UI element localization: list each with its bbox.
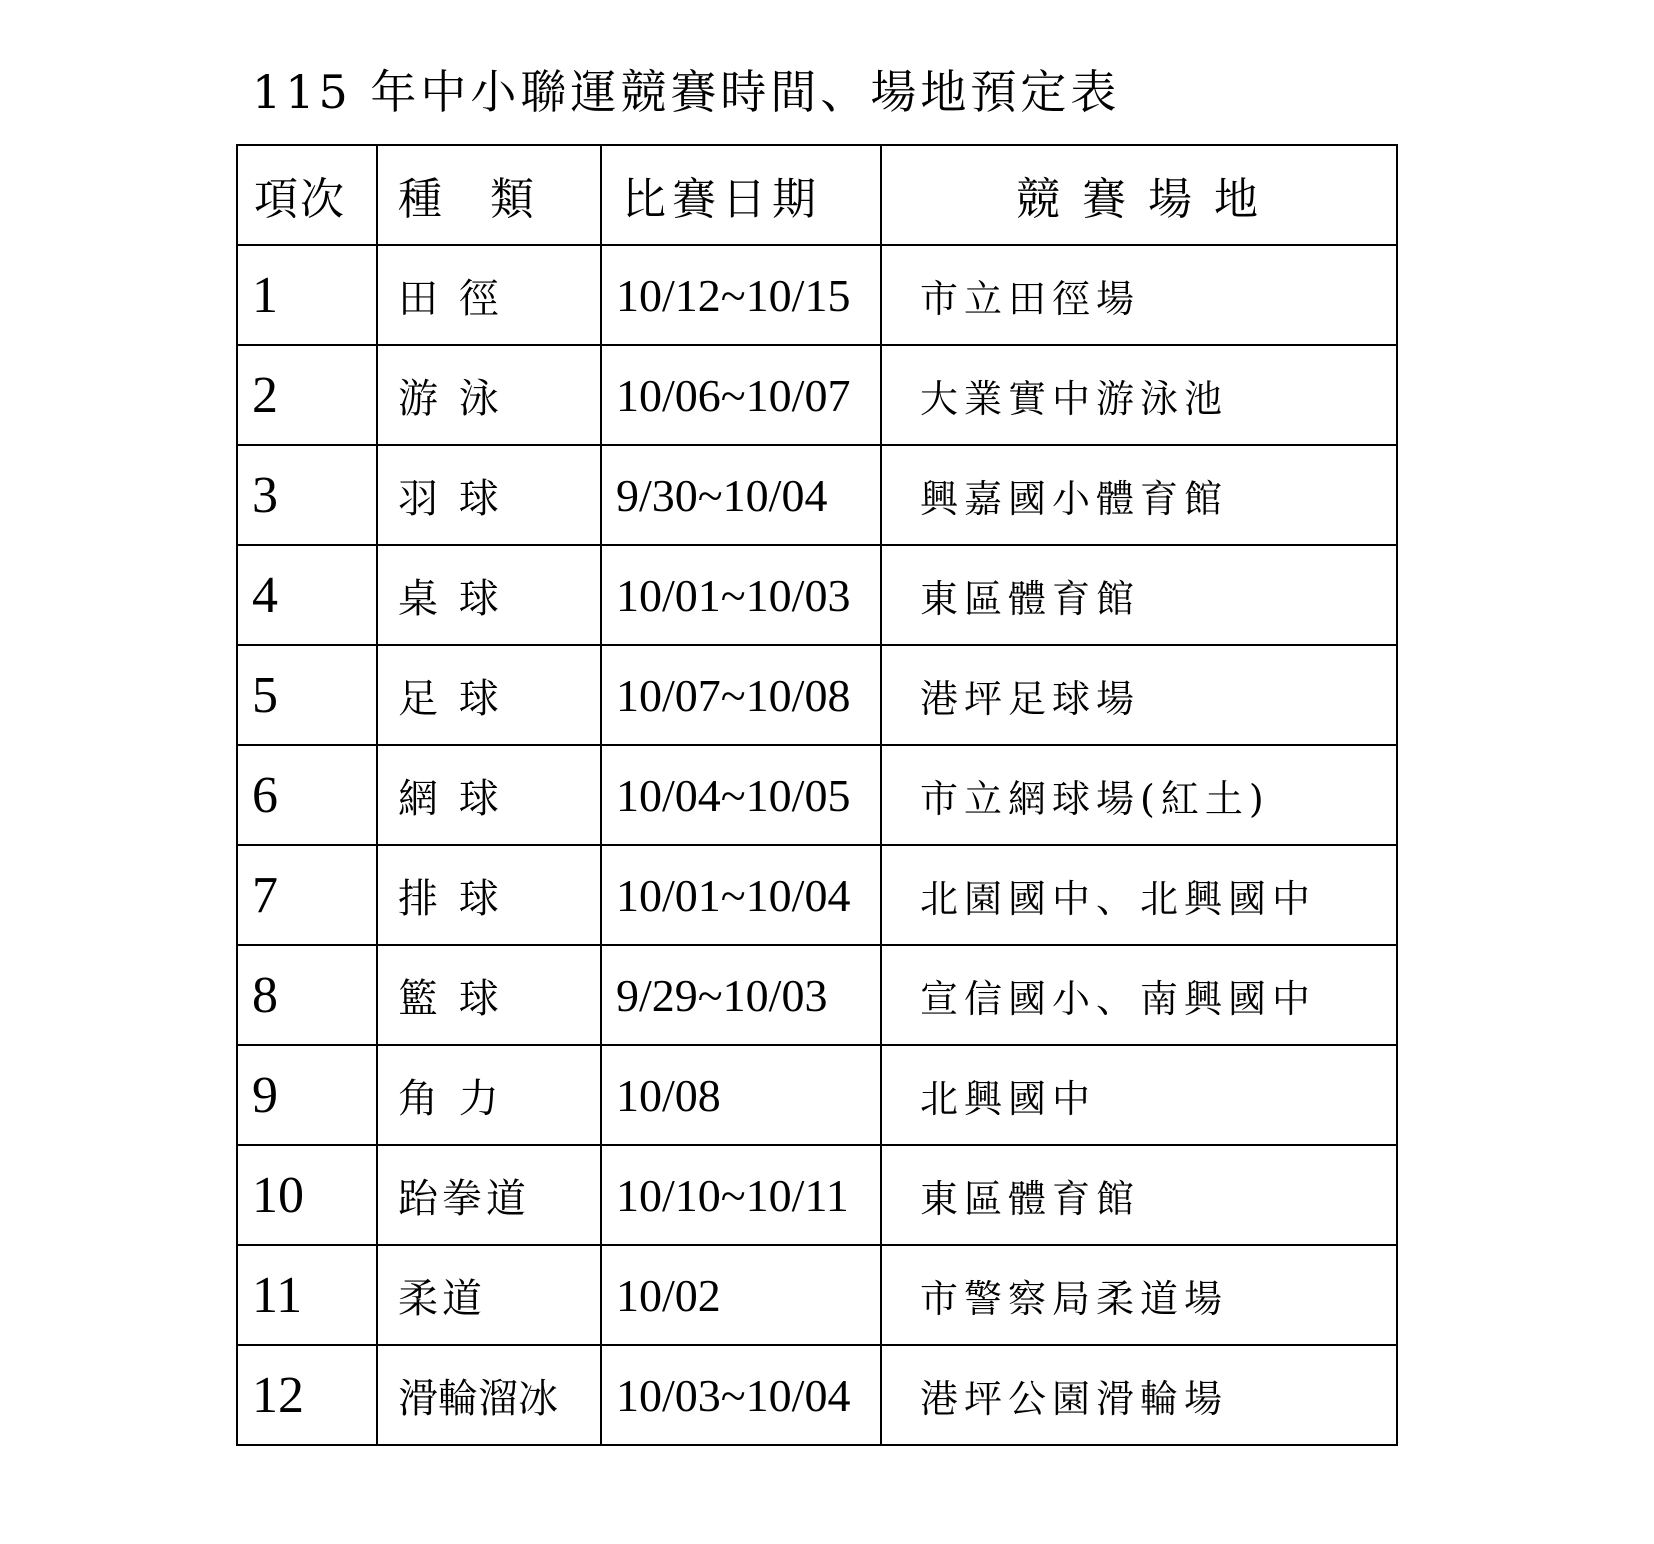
venue: 北興國中 bbox=[881, 1045, 1397, 1145]
row-number: 5 bbox=[237, 645, 377, 745]
venue: 興嘉國小體育館 bbox=[881, 445, 1397, 545]
match-date: 10/10~10/11 bbox=[601, 1145, 881, 1245]
sport-type: 足 球 bbox=[377, 645, 601, 745]
venue: 東區體育館 bbox=[881, 1145, 1397, 1245]
row-number: 7 bbox=[237, 845, 377, 945]
row-number: 8 bbox=[237, 945, 377, 1045]
venue: 港坪足球場 bbox=[881, 645, 1397, 745]
sport-type: 田 徑 bbox=[377, 245, 601, 345]
sport-type: 游 泳 bbox=[377, 345, 601, 445]
header-item-number: 項次 bbox=[237, 145, 377, 245]
table-row bbox=[237, 1245, 1397, 1345]
header-row bbox=[237, 145, 1397, 245]
table-row bbox=[237, 645, 1397, 745]
sport-type: 跆拳道 bbox=[377, 1145, 601, 1245]
table-body bbox=[237, 245, 1397, 1445]
header-match-date: 比賽日期 bbox=[601, 145, 881, 245]
match-date: 10/07~10/08 bbox=[601, 645, 881, 745]
venue: 東區體育館 bbox=[881, 545, 1397, 645]
sport-type: 排 球 bbox=[377, 845, 601, 945]
venue: 宣信國小、南興國中 bbox=[881, 945, 1397, 1045]
sport-type: 桌 球 bbox=[377, 545, 601, 645]
row-number: 2 bbox=[237, 345, 377, 445]
sport-type: 滑輪溜冰 bbox=[377, 1345, 601, 1445]
table-row bbox=[237, 1145, 1397, 1245]
sport-type: 羽 球 bbox=[377, 445, 601, 545]
venue: 市立網球場(紅土) bbox=[881, 745, 1397, 845]
table-row bbox=[237, 1045, 1397, 1145]
match-date: 9/29~10/03 bbox=[601, 945, 881, 1045]
row-number: 11 bbox=[237, 1245, 377, 1345]
match-date: 10/01~10/03 bbox=[601, 545, 881, 645]
venue: 北園國中、北興國中 bbox=[881, 845, 1397, 945]
header-sport-type: 種 類 bbox=[377, 145, 601, 245]
table-row bbox=[237, 545, 1397, 645]
match-date: 10/01~10/04 bbox=[601, 845, 881, 945]
venue: 市立田徑場 bbox=[881, 245, 1397, 345]
sport-type: 角 力 bbox=[377, 1045, 601, 1145]
sport-type: 柔道 bbox=[377, 1245, 601, 1345]
sport-type: 網 球 bbox=[377, 745, 601, 845]
match-date: 10/06~10/07 bbox=[601, 345, 881, 445]
venue: 市警察局柔道場 bbox=[881, 1245, 1397, 1345]
row-number: 6 bbox=[237, 745, 377, 845]
row-number: 12 bbox=[237, 1345, 377, 1445]
row-number: 10 bbox=[237, 1145, 377, 1245]
row-number: 9 bbox=[237, 1045, 377, 1145]
table-row bbox=[237, 745, 1397, 845]
venue: 港坪公園滑輪場 bbox=[881, 1345, 1397, 1445]
schedule-table bbox=[236, 144, 1398, 1446]
row-number: 3 bbox=[237, 445, 377, 545]
match-date: 10/04~10/05 bbox=[601, 745, 881, 845]
table-row bbox=[237, 845, 1397, 945]
table-header bbox=[237, 145, 1397, 245]
match-date: 10/08 bbox=[601, 1045, 881, 1145]
table-row bbox=[237, 445, 1397, 545]
match-date: 10/03~10/04 bbox=[601, 1345, 881, 1445]
table-row bbox=[237, 345, 1397, 445]
sport-type: 籃 球 bbox=[377, 945, 601, 1045]
table-row bbox=[237, 1345, 1397, 1445]
document-title: 115 年中小聯運競賽時間、場地預定表 bbox=[252, 65, 1121, 119]
table-row bbox=[237, 945, 1397, 1045]
match-date: 10/12~10/15 bbox=[601, 245, 881, 345]
match-date: 10/02 bbox=[601, 1245, 881, 1345]
row-number: 4 bbox=[237, 545, 377, 645]
venue: 大業實中游泳池 bbox=[881, 345, 1397, 445]
table-row bbox=[237, 245, 1397, 345]
header-venue: 競 賽 場 地 bbox=[881, 145, 1397, 245]
match-date: 9/30~10/04 bbox=[601, 445, 881, 545]
row-number: 1 bbox=[237, 245, 377, 345]
